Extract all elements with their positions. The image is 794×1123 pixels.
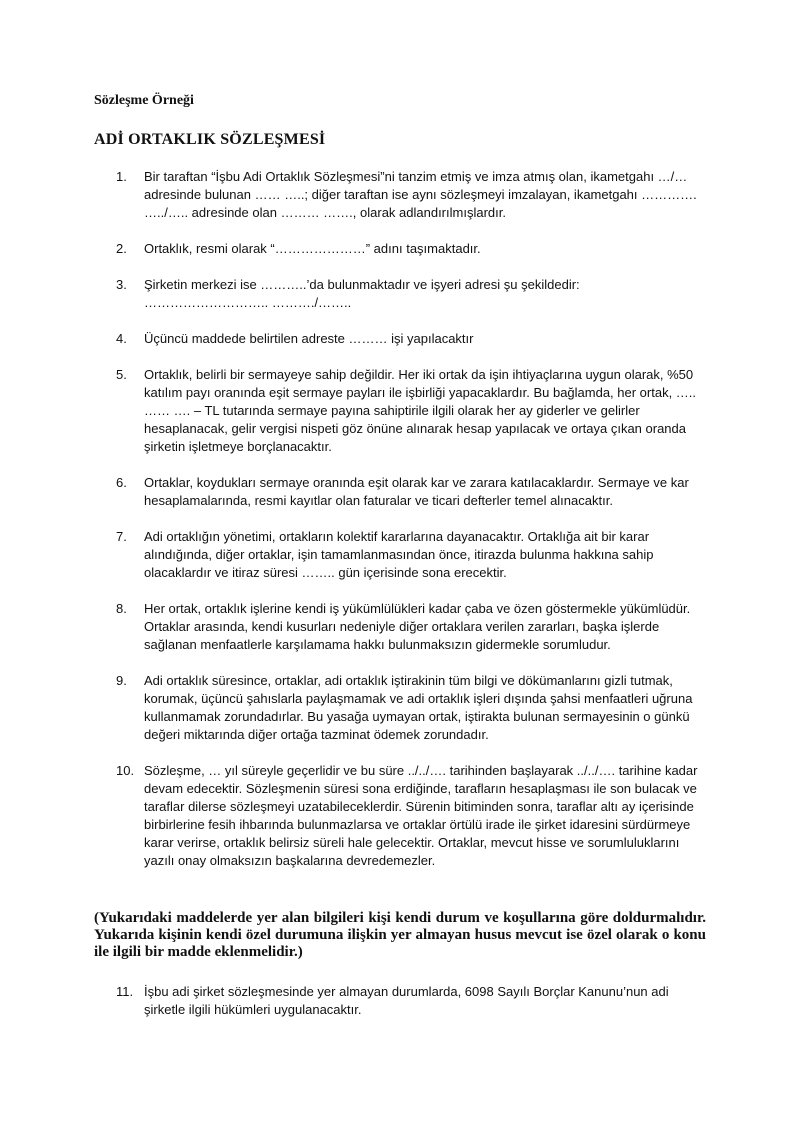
clause-number: 4.	[116, 331, 127, 346]
clause-number: 7.	[116, 529, 127, 544]
clause-5	[0, 366, 700, 456]
clause-number: 8.	[116, 601, 127, 616]
clause-text: Üçüncü maddede belirtilen adreste ……… işi yapılacaktır	[144, 331, 474, 346]
clause-4	[0, 330, 700, 348]
additional-clause-list	[0, 983, 794, 1037]
clause-text: Şirketin merkezi ise ………..’da bulunmaktadır ve işyeri adresi şu şekildedir: ……………………….. ………./……..	[144, 277, 580, 310]
clause-number: 10.	[116, 763, 135, 778]
clause-3	[0, 276, 700, 312]
clause-text: Ortaklar, koydukları sermaye oranında eşit olarak kar ve zarara katılacaklardır. Sermaye ve kar hesaplamalarında, resmi kayıtlar olan faturalar ve ticari defterler temel alınacaktır.	[144, 475, 689, 508]
clause-2	[0, 240, 700, 258]
clause-10	[0, 762, 700, 870]
clause-text: İşbu adi şirket sözleşmesinde yer almayan durumlarda, 6098 Sayılı Borçlar Kanunu’nun adi şirketle ilgili hükümleri uygulanacaktır.	[144, 984, 669, 1017]
clause-text: Ortaklık, resmi olarak “…………………” adını taşımaktadır.	[144, 241, 481, 256]
clause-1	[0, 168, 700, 222]
instruction-note: (Yukarıdaki maddelerde yer alan bilgileri kişi kendi durum ve koşullarına göre doldurmalıdır. Yukarıda kişinin kendi özel durumuna ilişkin yer almayan husus mevcut ise özel olarak o konu ile ilgili bir madde eklenmelidir.)	[94, 910, 706, 960]
clause-number: 5.	[116, 367, 127, 382]
clause-text: Adi ortaklığın yönetimi, ortakların kolektif kararlarına dayanacaktır. Ortaklığa ait bir karar alındığında, diğer ortaklar, işin tamamlanmasından önce, itirazda bulunma hakkına sahip olacaklardır ve itiraz süresi …….. gün içerisinde sona erecektir.	[144, 529, 654, 580]
clause-number: 11.	[116, 984, 134, 999]
clause-number: 3.	[116, 277, 127, 292]
clause-number: 6.	[116, 475, 127, 490]
clause-text: Adi ortaklık süresince, ortaklar, adi ortaklık iştirakinin tüm bilgi ve dökümanlarını gizli tutmak, korumak, üçüncü şahıslarla paylaşmamak ve adi ortaklık işleri dışında şahsi menfaatleri uğruna kullanmamak zorundadırlar. Bu yasağa uymayan ortak, iştirakta bulunan sermayesinin o günkü değeri miktarında diğer ortağa tazminat ödemek zorundadır.	[144, 673, 693, 742]
clause-number: 2.	[116, 241, 127, 256]
clause-11	[0, 983, 700, 1019]
clause-number: 1.	[116, 169, 127, 184]
clause-7	[0, 528, 700, 582]
document-title: ADİ ORTAKLIK SÖZLEŞMESİ	[94, 131, 326, 148]
clause-text: Ortaklık, belirli bir sermayeye sahip değildir. Her iki ortak da işin ihtiyaçlarına uygun olarak, %50 katılım payı oranında eşit sermaye payları ile işbirliği yapacaklardır. Bu bağlamda, her ortak, ….. …… …. – TL tutarında sermaye payına sahiptirile ilgili olarak her ay giderler ve gelirler hesaplanacak, gelir vergisi nispeti göz önüne alınarak hesap yapılacak ve ortaya çıkan oranda şirketin işletmeye borçlanacaktır.	[144, 367, 697, 454]
clause-text: Her ortak, ortaklık işlerine kendi iş yükümlülükleri kadar çaba ve özen göstermekle yükümlüdür. Ortaklar arasında, kendi kusurları nedeniyle diğer ortaklara verilen zararları, başka işlerde sağlanan menfaatlerle karşılamama hakkı bulunmaksızın gidermekle sorumludur.	[144, 601, 691, 652]
clause-number: 9.	[116, 673, 127, 688]
clause-8	[0, 600, 700, 654]
document-label: Sözleşme Örneği	[94, 93, 194, 108]
clause-9	[0, 672, 700, 744]
clause-text: Sözleşme, … yıl süreyle geçerlidir ve bu süre ../../…. tarihinden başlayarak ../../…. tarihine kadar devam edecektir. Sözleşmenin süresi sona erdiğinde, tarafların hesaplaşması ile son bulacak ve taraflar dilerse sözleşmeyi uzatabileceklerdir. Sürenin bitiminden sonra, taraflar altı ay içerisinde birbirlerine fesih ihbarında bulunmazlarsa ve ortaklar örtülü irade ile şirket idaresini sürdürmeye karar verirse, ortaklık belirsiz süreli hale gelecektir. Ortaklar, mevcut hisse ve sorumluluklarını yazılı onay olmaksızın başkalarına devredemezler.	[144, 763, 698, 868]
clause-text: Bir taraftan “İşbu Adi Ortaklık Sözleşmesi”ni tanzim etmiş ve imza atmış olan, ikametgahı …/… adresinde bulunan …… …..; diğer taraftan ise aynı sözleşmeyi imzalayan, ikametgahı …………. …../….. adresinde olan ……… ……., olarak adlandırılmışlardır.	[144, 169, 697, 220]
clause-6	[0, 474, 700, 510]
clause-list	[0, 168, 794, 888]
